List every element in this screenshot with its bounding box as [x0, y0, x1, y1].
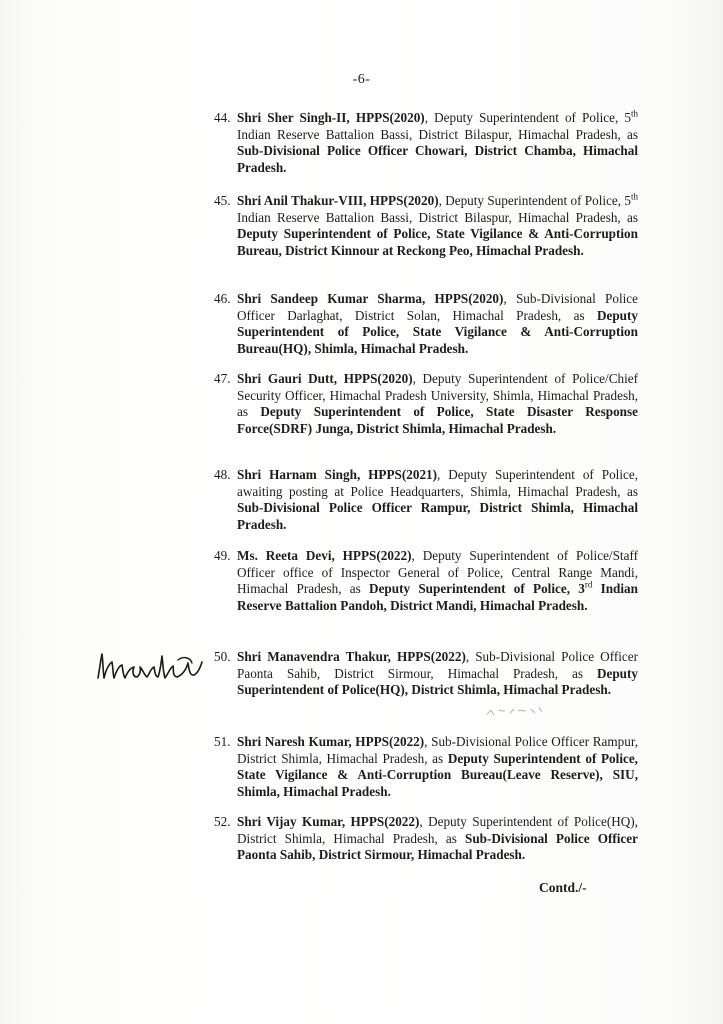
- text-run: Indian Reserve Battalion Bassi, District Bilaspur, Himachal Pradesh, as: [237, 209, 638, 225]
- bold-text-run: Shri Sandeep Kumar Sharma, HPPS(2020): [237, 291, 504, 306]
- text-run: , Deputy Superintendent of Police, 5: [438, 193, 631, 208]
- continued-note: Contd./-: [539, 880, 587, 895]
- bold-text-run: Indian Reserve Battalion Pandoh, District Mandi, Himachal Pradesh.: [237, 581, 638, 613]
- item-text: [214, 548, 638, 614]
- text-run: Indian Reserve Battalion Bassi, District Bilaspur, Himachal Pradesh, as: [237, 126, 638, 142]
- item-text: [214, 467, 638, 533]
- item-text: [214, 814, 638, 864]
- item-text: [214, 291, 638, 357]
- bold-text-run: Shri Vijay Kumar, HPPS(2022): [237, 814, 420, 829]
- list-item: [214, 371, 638, 437]
- bold-text-run: Ms. Reeta Devi, HPPS(2022): [237, 548, 412, 563]
- list-item: [214, 734, 638, 800]
- list-item: [214, 291, 638, 357]
- handwritten-signature-icon: [94, 648, 206, 691]
- text-run: , Deputy Superintendent of Police, 5: [424, 110, 631, 125]
- bold-text-run: Shri Manavendra Thakur, HPPS(2022): [237, 649, 466, 664]
- text-run: , Deputy Superintendent of Police/Staff Officer office of Inspector General of Police, Central Range Mandi, Himachal Pradesh, as: [237, 548, 638, 597]
- list-item: [214, 193, 638, 259]
- text-run: , Sub-Divisional Police Officer Paonta Sahib, District Sirmour, Himachal Pradesh, as: [237, 649, 638, 681]
- list-item: [214, 649, 638, 699]
- bold-text-run: Sub-Divisional Police Officer Paonta Sahib, District Sirmour, Himachal Pradesh.: [237, 830, 638, 863]
- bold-text-run: Shri Anil Thakur-VIII, HPPS(2020): [237, 193, 439, 208]
- list-item: [214, 814, 638, 864]
- item-number: 45.: [214, 193, 231, 208]
- bold-text-run: Deputy Superintendent of Police, State Vigilance & Anti-Corruption Bureau(Leave Reserve), SIU, Shimla, Himachal Pradesh.: [237, 750, 638, 799]
- item-number: 51.: [214, 734, 231, 749]
- bold-text-run: Deputy Superintendent of Police, State Vigilance & Anti-Corruption Bureau, District Kinnour at Reckong Peo, Himachal Pradesh.: [237, 226, 638, 258]
- item-number: 47.: [214, 371, 231, 386]
- item-number: 52.: [214, 814, 231, 829]
- item-text: [214, 649, 638, 699]
- bold-text-run: Deputy Superintendent of Police(HQ), District Shimla, Himachal Pradesh.: [237, 665, 638, 698]
- text-run: , Sub-Divisional Police Officer Rampur, District Shimla, Himachal Pradesh, as: [237, 734, 638, 766]
- text-run: , Deputy Superintendent of Police, awaiting posting at Police Headquarters, Shimla, Himachal Pradesh, as: [237, 467, 638, 499]
- text-run: th: [630, 191, 638, 202]
- bold-text-run: Shri Harnam Singh, HPPS(2021): [237, 467, 438, 482]
- bold-text-run: Shri Sher Singh-II, HPPS(2020): [237, 110, 425, 125]
- text-run: , Deputy Superintendent of Police(HQ), District Shimla, Himachal Pradesh, as: [237, 814, 638, 846]
- bold-text-run: Deputy Superintendent of Police, State Vigilance & Anti-Corruption Bureau(HQ), Shimla, Himachal Pradesh.: [237, 307, 638, 356]
- item-text: [214, 193, 638, 259]
- text-run: rd: [584, 579, 593, 590]
- list-item: [214, 548, 638, 614]
- item-number: 46.: [214, 291, 231, 306]
- text-run: , Sub-Divisional Police Officer Darlaghat, District Solan, Himachal Pradesh, as: [237, 291, 638, 323]
- item-number: 50.: [214, 649, 231, 664]
- item-text: [214, 371, 638, 437]
- page-number: -6-: [352, 72, 371, 87]
- bold-text-run: Shri Naresh Kumar, HPPS(2022): [237, 734, 425, 749]
- bold-text-run: Sub-Divisional Police Officer Chowari, District Chamba, Himachal Pradesh.: [237, 143, 638, 175]
- item-text: [214, 734, 638, 800]
- item-number: 48.: [214, 467, 231, 482]
- item-number: 49.: [214, 548, 231, 563]
- bold-text-run: Deputy Superintendent of Police, State Disaster Response Force(SDRF) Junga, District Shimla, Himachal Pradesh.: [237, 404, 638, 436]
- bold-text-run: Deputy Superintendent of Police, 3: [369, 581, 585, 597]
- text-run: th: [631, 108, 639, 119]
- bold-text-run: Sub-Divisional Police Officer Rampur, District Shimla, Himachal Pradesh.: [237, 500, 638, 532]
- faint-stamp-mark: [485, 703, 546, 720]
- list-item: [214, 467, 638, 533]
- text-run: , Deputy Superintendent of Police/Chief Security Officer, Himachal Pradesh University, Shimla, Himachal Pradesh, as: [237, 371, 638, 420]
- item-text: [214, 110, 638, 176]
- item-number: 44.: [214, 110, 231, 125]
- list-item: [214, 110, 638, 176]
- bold-text-run: Shri Gauri Dutt, HPPS(2020): [237, 371, 413, 386]
